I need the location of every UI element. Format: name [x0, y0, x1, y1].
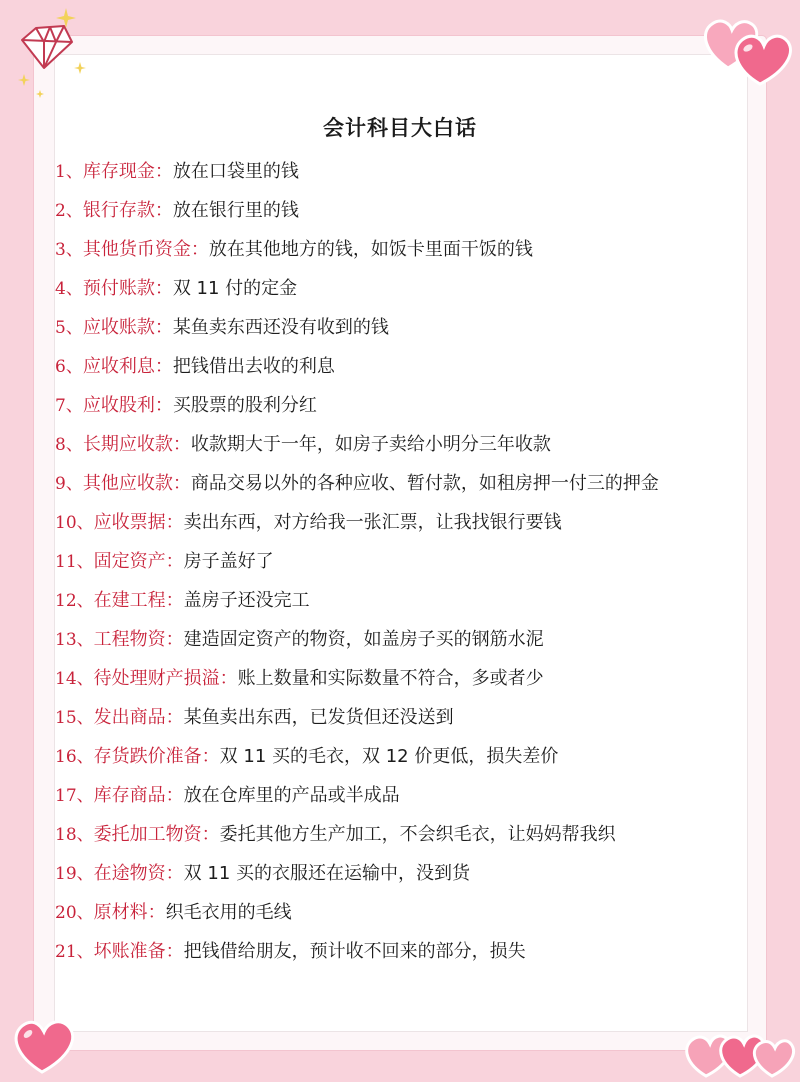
account-description: 建造固定资产的物资，如盖房子买的钢筋水泥 — [183, 629, 544, 650]
item-number: 12、 — [55, 591, 94, 611]
account-term: 在途物资 — [93, 863, 166, 884]
account-term: 工程物资 — [93, 629, 166, 650]
item-number: 17、 — [55, 786, 94, 806]
term-colon: ： — [172, 473, 191, 494]
account-term: 委托加工物资 — [93, 824, 202, 845]
account-list — [55, 152, 775, 971]
item-number: 20、 — [55, 903, 94, 923]
account-term: 应收股利 — [82, 395, 155, 416]
term-colon: ： — [154, 161, 173, 182]
item-number: 9、 — [55, 474, 83, 494]
list-item — [55, 542, 775, 581]
list-item — [55, 893, 775, 932]
account-description: 委托其他方生产加工，不会织毛衣，让妈妈帮我织 — [219, 824, 616, 845]
term-colon: ： — [147, 902, 166, 923]
account-term: 其他应收款 — [82, 473, 173, 494]
account-description: 盖房子还没完工 — [183, 590, 310, 611]
term-colon: ： — [219, 668, 238, 689]
diamond-icon — [14, 4, 94, 104]
list-item — [55, 152, 775, 191]
account-term: 其他货币资金 — [82, 239, 191, 260]
item-number: 13、 — [55, 630, 94, 650]
list-item — [55, 386, 775, 425]
account-description: 放在其他地方的钱，如饭卡里面干饭的钱 — [208, 239, 533, 260]
list-item — [55, 464, 775, 503]
item-number: 5、 — [55, 318, 83, 338]
account-description: 商品交易以外的各种应收、暂付款，如租房押一付三的押金 — [190, 473, 659, 494]
term-colon: ： — [201, 746, 220, 767]
item-number: 16、 — [55, 747, 94, 767]
account-description: 双 11 付的定金 — [172, 278, 298, 299]
account-term: 固定资产 — [93, 551, 166, 572]
list-item — [55, 308, 775, 347]
item-number: 11、 — [55, 552, 94, 572]
account-term: 存货跌价准备 — [93, 746, 202, 767]
account-description: 放在仓库里的产品或半成品 — [183, 785, 400, 806]
term-colon: ： — [154, 278, 173, 299]
document-title: 会计科目大白话 — [323, 116, 477, 140]
list-item — [55, 191, 775, 230]
list-item — [55, 698, 775, 737]
term-colon: ： — [165, 629, 184, 650]
account-term: 原材料 — [93, 902, 148, 923]
term-colon: ： — [165, 785, 184, 806]
account-term: 坏账准备 — [93, 941, 166, 962]
account-term: 应收账款 — [82, 317, 155, 338]
term-colon: ： — [154, 395, 173, 416]
item-number: 15、 — [55, 708, 94, 728]
account-term: 银行存款 — [82, 200, 155, 221]
item-number: 21、 — [55, 942, 94, 962]
term-colon: ： — [154, 317, 173, 338]
account-description: 放在银行里的钱 — [172, 200, 299, 221]
account-description: 房子盖好了 — [183, 551, 274, 572]
term-colon: ： — [165, 551, 184, 572]
term-colon: ： — [154, 356, 173, 377]
account-description: 织毛衣用的毛线 — [165, 902, 292, 923]
item-number: 6、 — [55, 357, 83, 377]
account-description: 账上数量和实际数量不符合，多或者少 — [237, 668, 544, 689]
account-description: 某鱼卖出东西，已发货但还没送到 — [183, 707, 454, 728]
sparkle-icon — [74, 62, 86, 74]
term-colon: ： — [165, 707, 184, 728]
account-description: 双 11 买的衣服还在运输中，没到货 — [183, 863, 470, 884]
list-item — [55, 620, 775, 659]
list-item — [55, 854, 775, 893]
item-number: 14、 — [55, 669, 94, 689]
account-description: 双 11 买的毛衣，双 12 价更低，损失差价 — [219, 746, 559, 767]
item-number: 2、 — [55, 201, 83, 221]
account-description: 买股票的股利分红 — [172, 395, 317, 416]
term-colon: ： — [165, 590, 184, 611]
account-term: 应收利息 — [82, 356, 155, 377]
account-term: 应收票据 — [93, 512, 166, 533]
account-term: 待处理财产损溢 — [93, 668, 220, 689]
account-description: 某鱼卖东西还没有收到的钱 — [172, 317, 389, 338]
list-item — [55, 230, 775, 269]
heart-icon — [8, 1010, 80, 1076]
term-colon: ： — [165, 941, 184, 962]
item-number: 3、 — [55, 240, 83, 260]
term-colon: ： — [201, 824, 220, 845]
account-description: 收款期大于一年，如房子卖给小明分三年收款 — [190, 434, 551, 455]
heart-icon — [680, 1018, 798, 1080]
list-item — [55, 815, 775, 854]
list-item — [55, 737, 775, 776]
account-term: 在建工程 — [93, 590, 166, 611]
list-item — [55, 347, 775, 386]
list-item — [55, 425, 775, 464]
item-number: 8、 — [55, 435, 83, 455]
item-number: 1、 — [55, 162, 83, 182]
term-colon: ： — [165, 512, 184, 533]
account-description: 把钱借出去收的利息 — [172, 356, 335, 377]
term-colon: ： — [172, 434, 191, 455]
item-number: 18、 — [55, 825, 94, 845]
account-term: 预付账款 — [82, 278, 155, 299]
account-term: 库存商品 — [93, 785, 166, 806]
sparkle-icon — [36, 90, 44, 98]
item-number: 10、 — [55, 513, 94, 533]
list-item — [55, 269, 775, 308]
term-colon: ： — [154, 200, 173, 221]
term-colon: ： — [190, 239, 209, 260]
account-description: 把钱借给朋友，预计收不回来的部分，损失 — [183, 941, 526, 962]
sparkle-icon — [18, 74, 30, 86]
item-number: 4、 — [55, 279, 83, 299]
item-number: 7、 — [55, 396, 83, 416]
list-item — [55, 776, 775, 815]
list-item — [55, 659, 775, 698]
account-description: 卖出东西，对方给我一张汇票，让我找银行要钱 — [183, 512, 562, 533]
account-term: 库存现金 — [82, 161, 155, 182]
account-term: 长期应收款 — [82, 434, 173, 455]
account-description: 放在口袋里的钱 — [172, 161, 299, 182]
account-term: 发出商品 — [93, 707, 166, 728]
term-colon: ： — [165, 863, 184, 884]
item-number: 19、 — [55, 864, 94, 884]
heart-icon — [698, 4, 798, 90]
sparkle-icon — [56, 8, 76, 28]
list-item — [55, 581, 775, 620]
list-item — [55, 503, 775, 542]
list-item — [55, 932, 775, 971]
